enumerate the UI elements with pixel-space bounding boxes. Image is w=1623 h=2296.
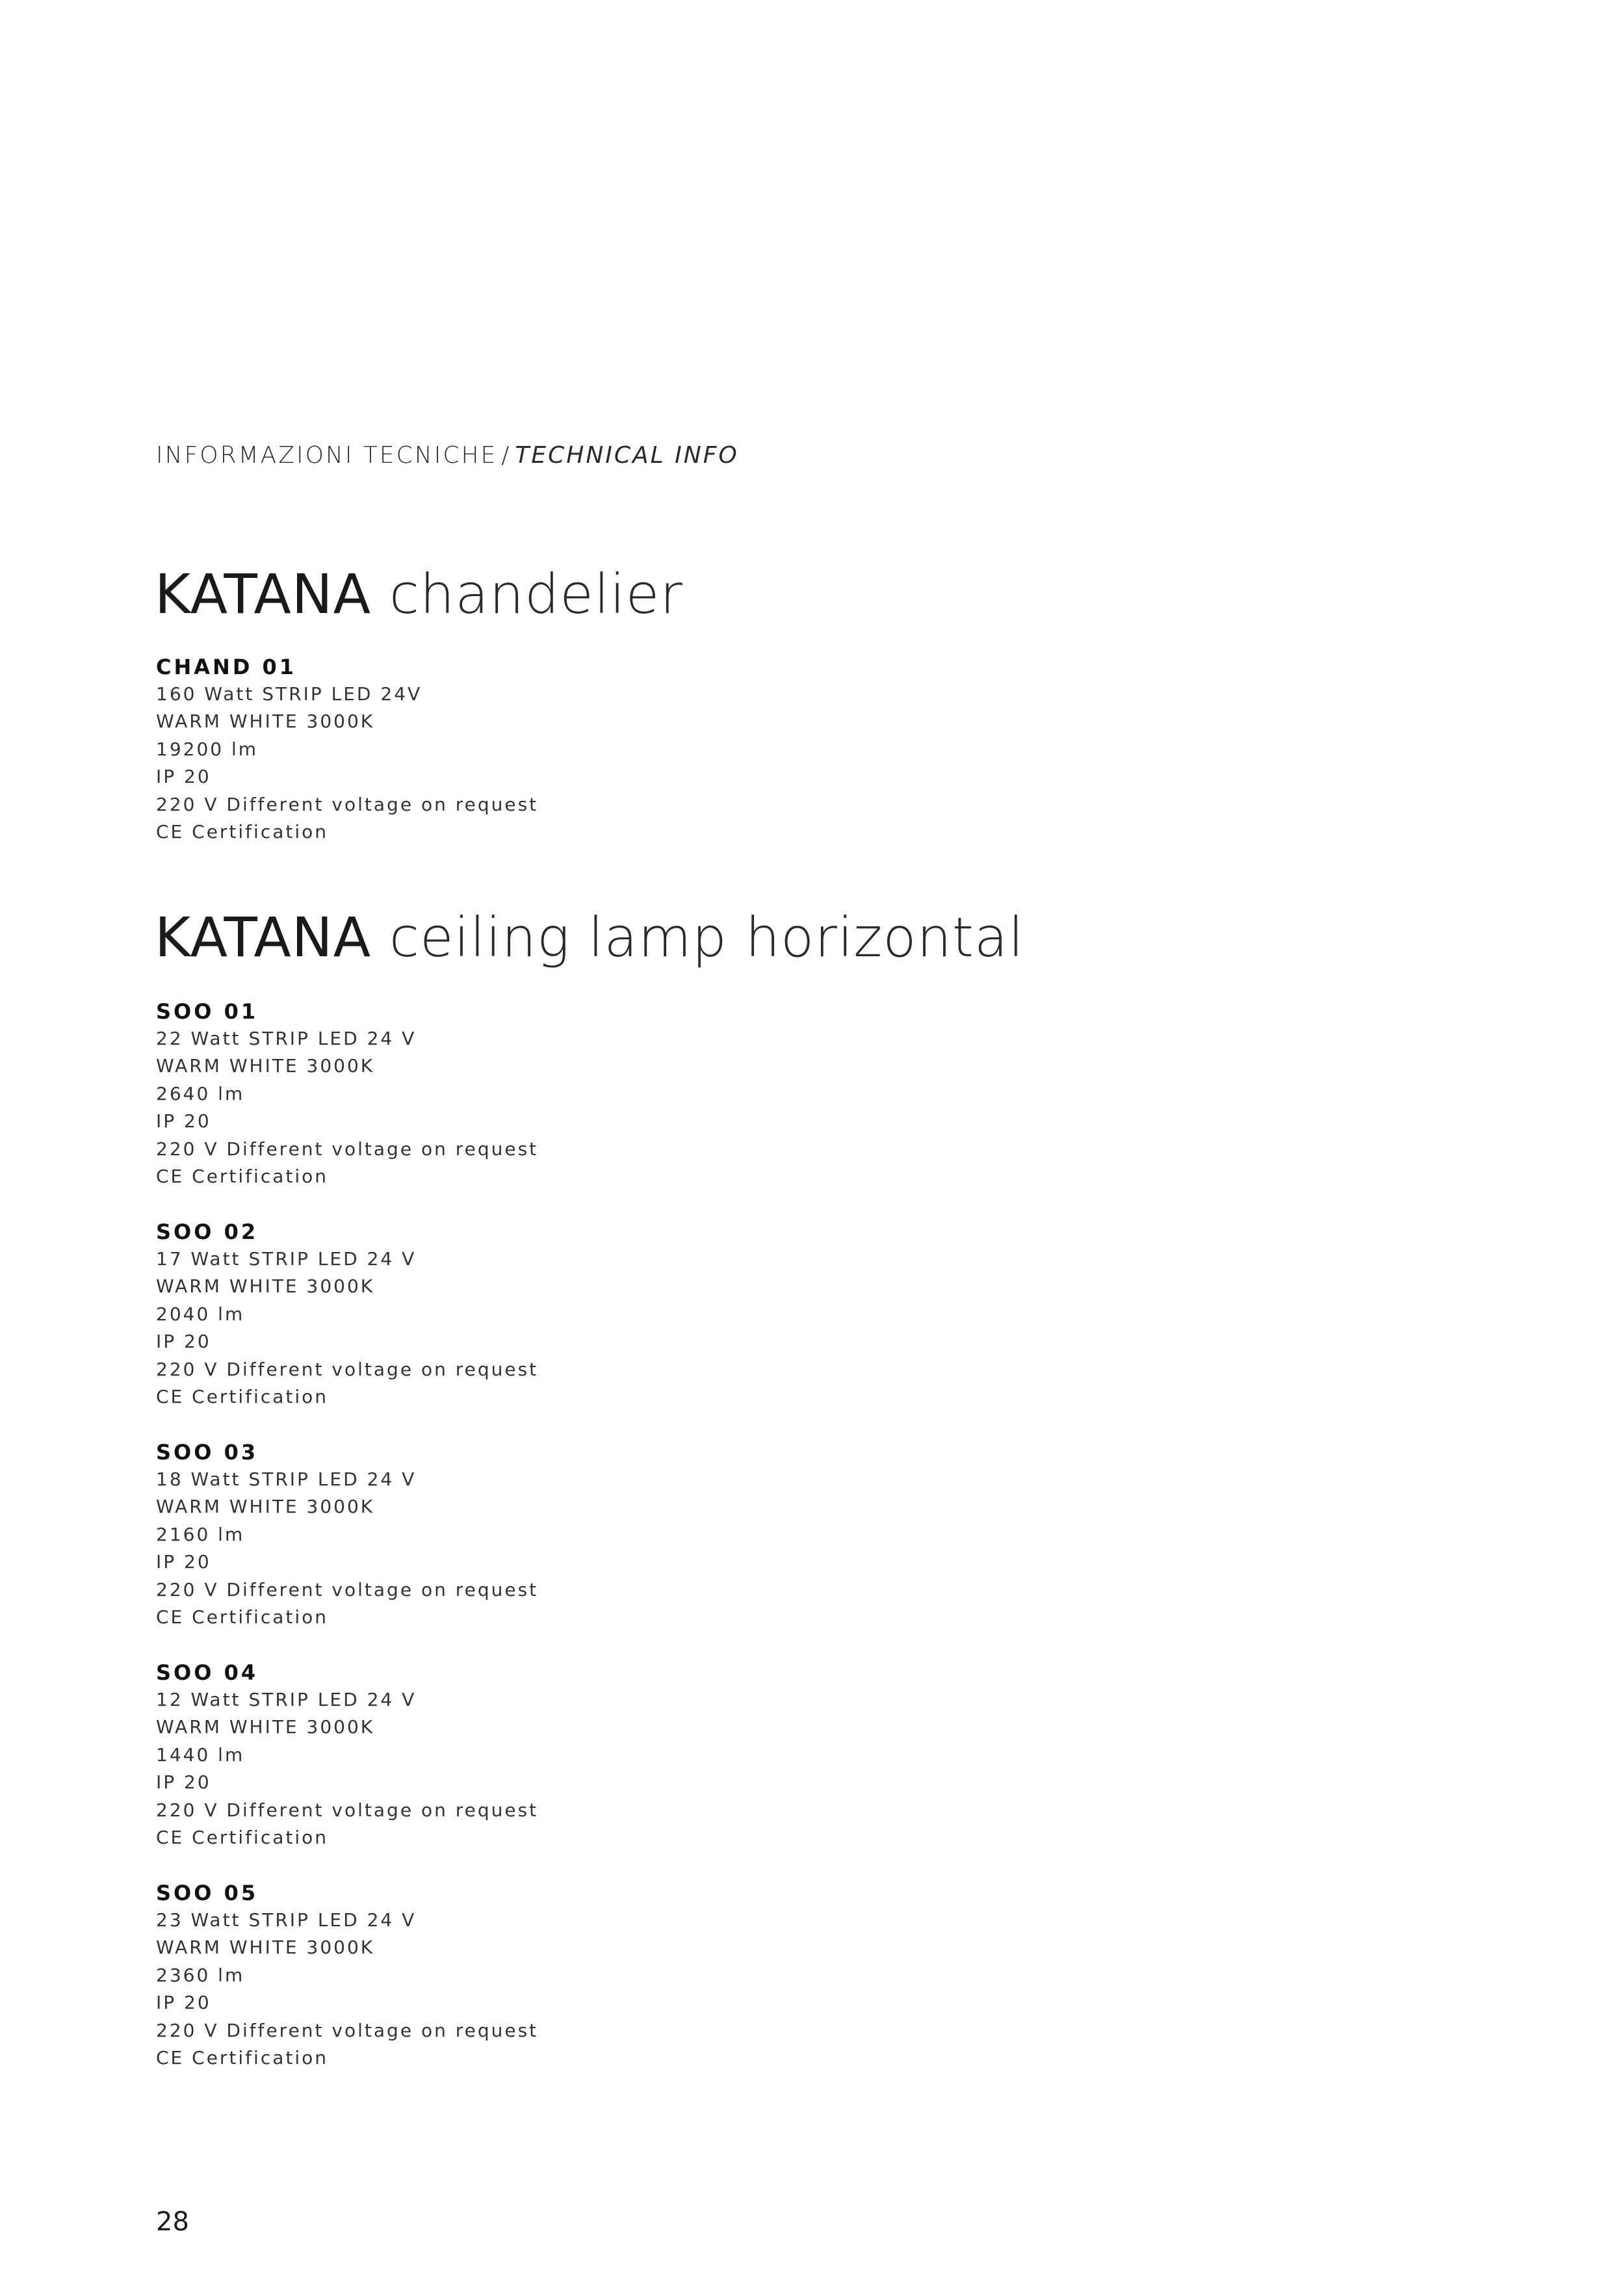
spec-certification: CE Certification xyxy=(156,1385,329,1407)
spec-voltage: 220 V Different voltage on request xyxy=(156,793,539,815)
spec-ip-rating: IP 20 xyxy=(156,1331,211,1353)
product-brand: KATANA xyxy=(155,906,372,969)
spec-lumen: 2040 lm xyxy=(156,1303,245,1325)
spec-ip-rating: IP 20 xyxy=(156,1992,211,2014)
spec-certification: CE Certification xyxy=(156,1606,329,1628)
product-code: SOO 01 xyxy=(156,999,259,1024)
product-code: SOO 05 xyxy=(156,1881,259,1905)
spec-voltage: 220 V Different voltage on request xyxy=(156,2019,539,2041)
product-title-ceiling-lamp xyxy=(155,906,1024,969)
spec-block-soo-01 xyxy=(156,998,741,1190)
spec-block-soo-05 xyxy=(156,1879,741,2072)
page-number: 28 xyxy=(156,2207,189,2237)
product-code: CHAND 01 xyxy=(156,655,297,679)
spec-block-soo-04 xyxy=(156,1659,741,1851)
spec-power: 22 Watt STRIP LED 24 V xyxy=(156,1028,417,1049)
spec-voltage: 220 V Different voltage on request xyxy=(156,1578,539,1600)
spec-lumen: 2160 lm xyxy=(156,1523,245,1545)
spec-lumen: 19200 lm xyxy=(156,738,259,760)
product-name: ceiling lamp horizontal xyxy=(389,906,1024,969)
spec-block-soo-03 xyxy=(156,1439,741,1631)
spec-color-temp: WARM WHITE 3000K xyxy=(156,1716,375,1738)
spec-lumen: 2640 lm xyxy=(156,1082,245,1104)
header-italian: INFORMAZIONI TECNICHE xyxy=(156,442,498,469)
spec-voltage: 220 V Different voltage on request xyxy=(156,1138,539,1160)
spec-color-temp: WARM WHITE 3000K xyxy=(156,1055,375,1077)
spec-ip-rating: IP 20 xyxy=(156,1551,211,1573)
spec-certification: CE Certification xyxy=(156,2046,329,2068)
header-english: TECHNICAL INFO xyxy=(515,442,739,469)
spec-certification: CE Certification xyxy=(156,1826,329,1848)
spec-block-chand-01 xyxy=(156,653,741,846)
spec-ip-rating: IP 20 xyxy=(156,766,211,788)
spec-power: 23 Watt STRIP LED 24 V xyxy=(156,1909,417,1931)
spec-power: 18 Watt STRIP LED 24 V xyxy=(156,1468,417,1490)
spec-certification: CE Certification xyxy=(156,1165,329,1187)
product-code: SOO 04 xyxy=(156,1660,259,1685)
spec-color-temp: WARM WHITE 3000K xyxy=(156,1275,375,1298)
product-brand: KATANA xyxy=(155,562,372,626)
spec-color-temp: WARM WHITE 3000K xyxy=(156,711,375,733)
product-name: chandelier xyxy=(389,562,683,626)
spec-voltage: 220 V Different voltage on request xyxy=(156,1799,539,1821)
spec-ip-rating: IP 20 xyxy=(156,1771,211,1794)
spec-lumen: 1440 lm xyxy=(156,1743,245,1766)
spec-ip-rating: IP 20 xyxy=(156,1110,211,1132)
spec-lumen: 2360 lm xyxy=(156,1964,245,1986)
spec-block-soo-02 xyxy=(156,1218,741,1411)
spec-power: 160 Watt STRIP LED 24V xyxy=(156,683,422,705)
product-title-chandelier xyxy=(155,562,683,626)
product-code: SOO 03 xyxy=(156,1440,259,1465)
header-separator: / xyxy=(501,442,512,469)
spec-color-temp: WARM WHITE 3000K xyxy=(156,1937,375,1959)
spec-power: 12 Watt STRIP LED 24 V xyxy=(156,1689,417,1710)
spec-certification: CE Certification xyxy=(156,820,329,842)
spec-power: 17 Watt STRIP LED 24 V xyxy=(156,1248,417,1270)
section-header xyxy=(156,442,739,469)
spec-voltage: 220 V Different voltage on request xyxy=(156,1358,539,1380)
product-code: SOO 02 xyxy=(156,1220,259,1244)
spec-color-temp: WARM WHITE 3000K xyxy=(156,1496,375,1518)
